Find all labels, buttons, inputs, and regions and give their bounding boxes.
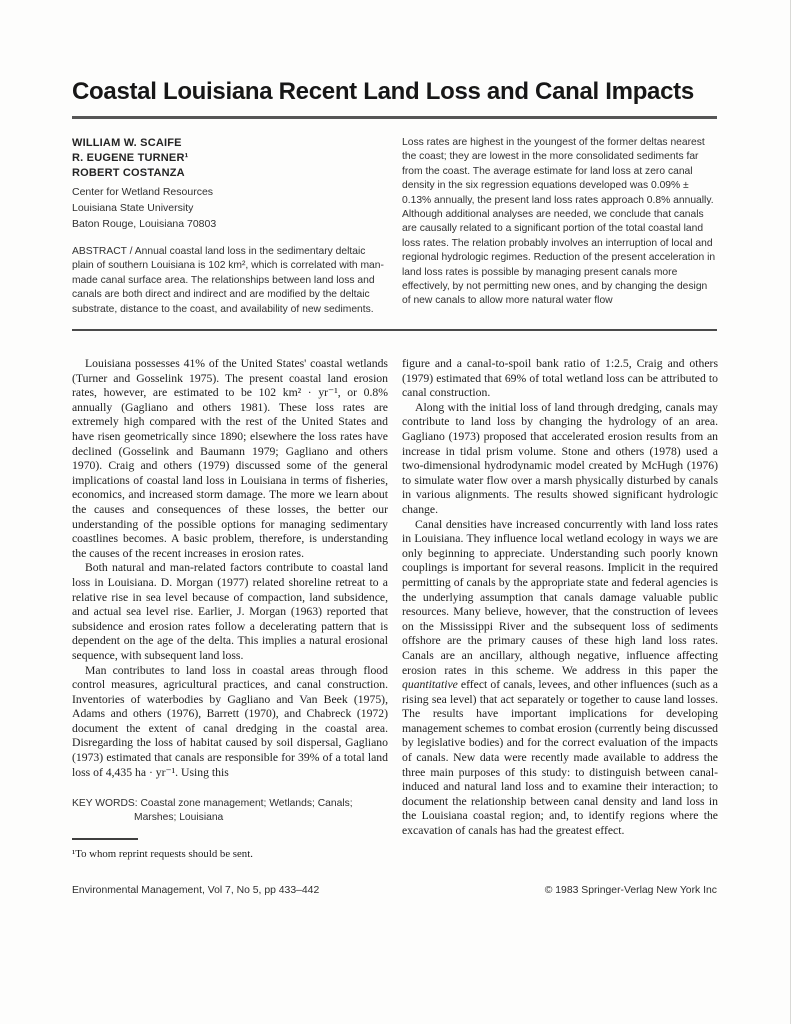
paragraph: Both natural and man-related factors contribute to coastal land loss in Louisiana. D. Morgan (1977) related shoreline retreat to a relative rise in sea level because of compaction, land subsidence, and actual sea level rise. Earlier, J. Morgan (1963) reported that subsidence and erosion rates follow a decelerating pattern that is dependent on the age of the delta. This implies a natural erosional sequence, with subsequent land loss. — [72, 561, 388, 662]
author-block — [72, 136, 388, 181]
paragraph-text: effect of canals, levees, and other influences (such as a rising sea level) that act separately or together to cause land losses. The results have important implications for developing management schemes to combat erosion (currently being discussed by legislative bodies) and for the correct evaluation of the impacts of canals. New data were recently made available to address the three main purposes of this study: to distinguish between canal-induced and natural land loss and to examine their interaction; to document the relationship between canal density and land loss in the Louisiana coastal region; and, to identify regions where the excavation of canals has had the greatest effect. — [402, 678, 718, 838]
title-divider — [72, 116, 717, 119]
abstract-right: Loss rates are highest in the youngest of the former deltas nearest the coast; they are lowest in the more consolidated sediments far from the coast. The average estimate for land loss at zero canal density in the six regression equations developed was 0.09% ± 0.13% annually, the present land loss rates approach 0.8% annually. Although additional analyses are needed, we conclude that canals are causally related to a significant portion of the total coastal land loss rates. The relation probably involves an interruption of local and regional hydrologic regimes. Reduction of the present acceleration in land loss rates is possible by managing present canals more effectively, by not permitting new ones, and by changing the design of new canals to allow more natural water flow — [402, 137, 716, 307]
paragraph: Louisiana possesses 41% of the United States' coastal wetlands (Turner and Gosselink 1975). The present coastal land erosion rates, however, are estimated to be 102 km² · yr⁻¹, or 0.8% annually (Gagliano and others 1981). These loss rates are extremely high compared with the rest of the United States and have risen geometrically since 1890; elsewhere the loss rates have declined (Gosselink and Baumann 1979; Gagliano and others 1970). Craig and others (1979) discussed some of the general implications of coastal land loss in Louisiana in terms of fisheries, economics, and increased storm damage. The more we learn about the causes and consequences of these losses, the better our understanding of the possible options for managing sedimentary coastlines becomes. A basic problem, therefore, is understanding the causes of the recent increases in erosion rates. — [72, 357, 388, 560]
body-right-column — [402, 357, 718, 861]
header-section — [72, 136, 717, 317]
page-footer — [72, 884, 717, 897]
author-name: R. EUGENE TURNER¹ — [72, 152, 189, 164]
copyright: © 1983 Springer-Verlag New York Inc — [544, 885, 717, 896]
article-body — [72, 357, 717, 861]
footnote-divider — [72, 838, 138, 840]
author-name: WILLIAM W. SCAIFE — [72, 137, 182, 149]
affiliation-line: Louisiana State University — [72, 202, 194, 214]
paragraph: Along with the initial loss of land through dredging, canals may contribute to land loss by changing the hydrology of an area. Gagliano (1973) proposed that accelerated erosion results from an increase in tidal prism volume. Stone and others (1978) used a two-dimensional hydrodynamic model created by McHugh (1976) to simulate water flow over a marsh physically disturbed by canals in various alignments. The results showed significant hydrologic change. — [402, 400, 718, 516]
header-left-column — [72, 136, 388, 317]
affiliation-line: Center for Wetland Resources — [72, 186, 214, 198]
paragraph-text: Canal densities have increased concurrently with land loss rates in Louisiana. They influence local wetland ecology in ways we are only beginning to appreciate. Understanding such poorly known couplings is important for several reasons. Implicit in the required permitting of canals by the appropriate state and federal agencies is the underlying assumption that canals damage valuable public resources. Many believe, however, that the construction of levees on the Mississippi River and the subsequent loss of sediments offshore are the primary causes of these high land loss rates. Canals are an ancillary, although negative, influence affecting erosion rates in this scheme. We address in this paper the — [402, 517, 718, 677]
abstract-left: ABSTRACT / Annual coastal land loss in the sedimentary deltaic plain of southern Louisiana is 102 km², which is correlated with man-made canal surface area. The relationships between land loss and canals are both direct and indirect and are modified by the deltaic substrate, distance to the coast, and availability of new sediments. — [72, 246, 384, 315]
abstract-divider — [72, 329, 717, 331]
author-name: ROBERT COSTANZA — [72, 167, 185, 179]
header-right-column — [402, 136, 718, 317]
affiliation-block — [72, 184, 388, 232]
footnote: ¹To whom reprint requests should be sent. — [72, 848, 253, 861]
paragraph-italic-text: quantitative — [402, 678, 458, 692]
journal-info: Environmental Management, Vol 7, No 5, pp 433–442 — [72, 885, 320, 896]
paragraph: figure and a canal-to-spoil bank ratio of 1:2.5, Craig and others (1979) estimated that 69% of total wetland loss can be attributed to canal construction. — [402, 357, 718, 400]
body-left-column — [72, 357, 388, 861]
paper-title: Coastal Louisiana Recent Land Loss and Canal Impacts — [72, 78, 694, 105]
affiliation-line: Baton Rouge, Louisiana 70803 — [72, 218, 217, 230]
paragraph — [402, 518, 718, 839]
paragraph: Man contributes to land loss in coastal areas through flood control measures, agricultural practices, and canal construction. Inventories of waterbodies by Gagliano and Van Beek (1975), Adams and others (1976), Barrett (1970), and Chabreck (1972) document the extent of canal dredging in the coastal area. Disregarding the loss of habitat caused by soil dispersal, Gagliano (1973) estimated that canals are responsible for 39% of a total land loss of 4,435 ha · yr⁻¹. Using this — [72, 663, 388, 779]
keywords: KEY WORDS: Coastal zone management; Wetlands; Canals; Marshes; Louisiana — [72, 798, 353, 823]
